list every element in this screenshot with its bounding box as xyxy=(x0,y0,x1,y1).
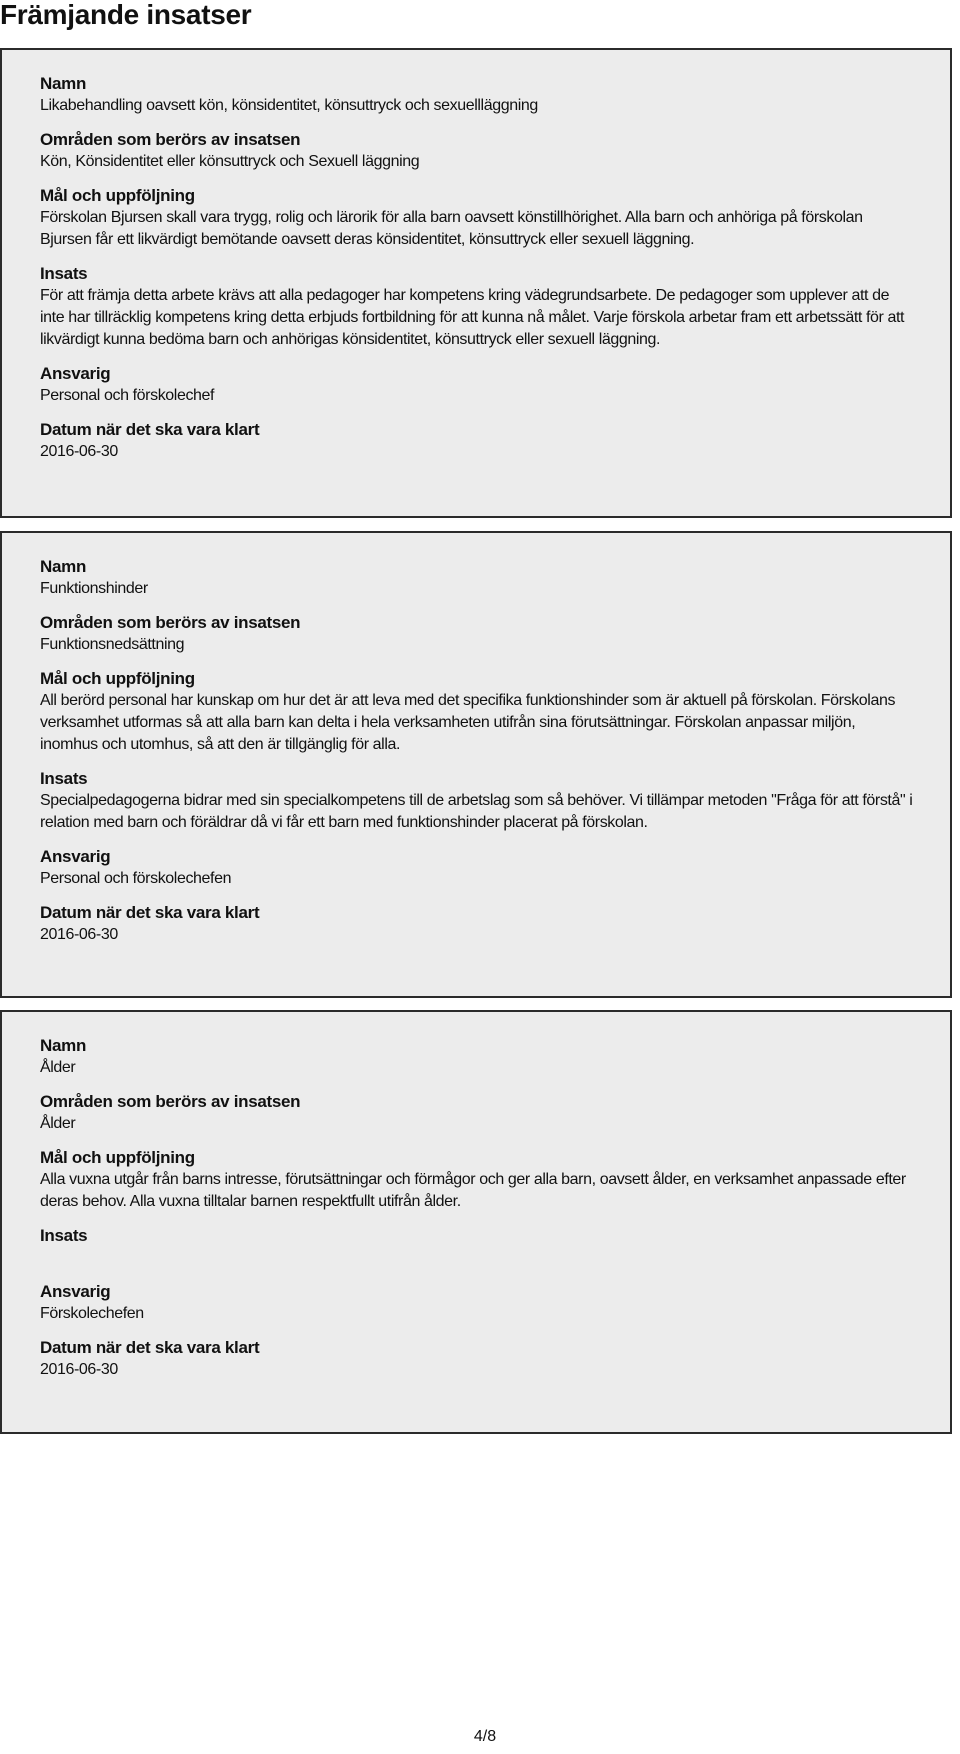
effort-field xyxy=(40,263,950,351)
goal-field xyxy=(40,185,950,251)
effort-label: Insats xyxy=(40,1226,88,1245)
page-number: 4/8 xyxy=(473,1728,497,1745)
areas-field xyxy=(40,1091,950,1135)
page-title: Främjande insatser xyxy=(0,0,252,30)
goal-value: Förskolan Bjursen skall vara trygg, rolig och lärorik för alla barn oavsett könstillhörighet. Alla barn och anhöriga på förskolan Bjursen får ett likvärdigt bemötande oavsett deras könsidentitet, könsuttryck eller sexuell läggning. xyxy=(40,209,863,248)
responsible-field xyxy=(40,846,950,890)
responsible-label: Ansvarig xyxy=(40,1282,111,1301)
name-label: Namn xyxy=(40,1036,87,1055)
responsible-field xyxy=(40,363,950,407)
responsible-value: Personal och förskolechefen xyxy=(40,870,232,887)
effort-value xyxy=(40,1247,950,1269)
deadline-label: Datum när det ska vara klart xyxy=(40,420,260,439)
deadline-label: Datum när det ska vara klart xyxy=(40,903,260,922)
goal-field xyxy=(40,668,950,756)
goal-value: All berörd personal har kunskap om hur det är att leva med det specifika funktionshinder som är aktuell på förskolan. Förskolans verksamhet utformas så att alla barn kan delta i hela verksamheten utifrån sina förutsättningar. Förskolan anpassar miljön, inomhus och utomhus, så att den är tillgänglig för alla. xyxy=(40,692,896,753)
effort-field xyxy=(40,768,950,834)
deadline-value: 2016-06-30 xyxy=(40,443,118,460)
goal-field xyxy=(40,1147,950,1213)
goal-label: Mål och uppföljning xyxy=(40,669,195,688)
areas-label: Områden som berörs av insatsen xyxy=(40,613,301,632)
deadline-field xyxy=(40,902,950,946)
areas-field xyxy=(40,129,950,173)
responsible-value: Förskolechefen xyxy=(40,1305,144,1322)
name-value: Likabehandling oavsett kön, könsidentitet, könsuttryck och sexuellläggning xyxy=(40,97,538,114)
responsible-label: Ansvarig xyxy=(40,847,111,866)
effort-field xyxy=(40,1225,950,1269)
responsible-field xyxy=(40,1281,950,1325)
name-label: Namn xyxy=(40,557,87,576)
deadline-value: 2016-06-30 xyxy=(40,1361,118,1378)
goal-label: Mål och uppföljning xyxy=(40,186,195,205)
areas-value: Funktionsnedsättning xyxy=(40,636,185,653)
areas-value: Kön, Könsidentitet eller könsuttryck och Sexuell läggning xyxy=(40,153,420,170)
areas-field xyxy=(40,612,950,656)
deadline-label: Datum när det ska vara klart xyxy=(40,1338,260,1357)
effort-value: För att främja detta arbete krävs att alla pedagoger har kompetens kring vädegrundsarbete. De pedagoger som upplever att de inte har tillräcklig kompetens kring detta erbjuds fortbildning för att kunna nå målet. Varje förskola arbetar fram ett arbetssätt för att likvärdigt kunna bedöma barn och anhörigas könsidentitet, könsuttryck eller sexuell läggning. xyxy=(40,287,905,348)
effort-label: Insats xyxy=(40,769,88,788)
areas-label: Områden som berörs av insatsen xyxy=(40,130,301,149)
name-field xyxy=(40,73,950,117)
insats-card xyxy=(0,48,952,518)
name-label: Namn xyxy=(40,74,87,93)
goal-value: Alla vuxna utgår från barns intresse, förutsättningar och förmågor och ger alla barn, oavsett ålder, en verksamhet anpassade efter deras behov. Alla vuxna tilltalar barnen respektfullt utifrån ålder. xyxy=(40,1171,906,1210)
effort-label: Insats xyxy=(40,264,88,283)
name-field xyxy=(40,1035,950,1079)
name-field xyxy=(40,556,950,600)
effort-value: Specialpedagogerna bidrar med sin specialkompetens till de arbetslag som så behöver. Vi tillämpar metoden "Fråga för att förstå" i relation med barn och föräldrar då vi får ett barn med funktionshinder placerat på förskolan. xyxy=(40,792,913,831)
name-value: Funktionshinder xyxy=(40,580,148,597)
deadline-field xyxy=(40,1337,950,1381)
deadline-field xyxy=(40,419,950,463)
responsible-value: Personal och förskolechef xyxy=(40,387,215,404)
insats-card xyxy=(0,531,952,998)
areas-label: Områden som berörs av insatsen xyxy=(40,1092,301,1111)
insats-card xyxy=(0,1010,952,1434)
name-value: Ålder xyxy=(40,1059,76,1076)
responsible-label: Ansvarig xyxy=(40,364,111,383)
areas-value: Ålder xyxy=(40,1115,76,1132)
goal-label: Mål och uppföljning xyxy=(40,1148,195,1167)
deadline-value: 2016-06-30 xyxy=(40,926,118,943)
